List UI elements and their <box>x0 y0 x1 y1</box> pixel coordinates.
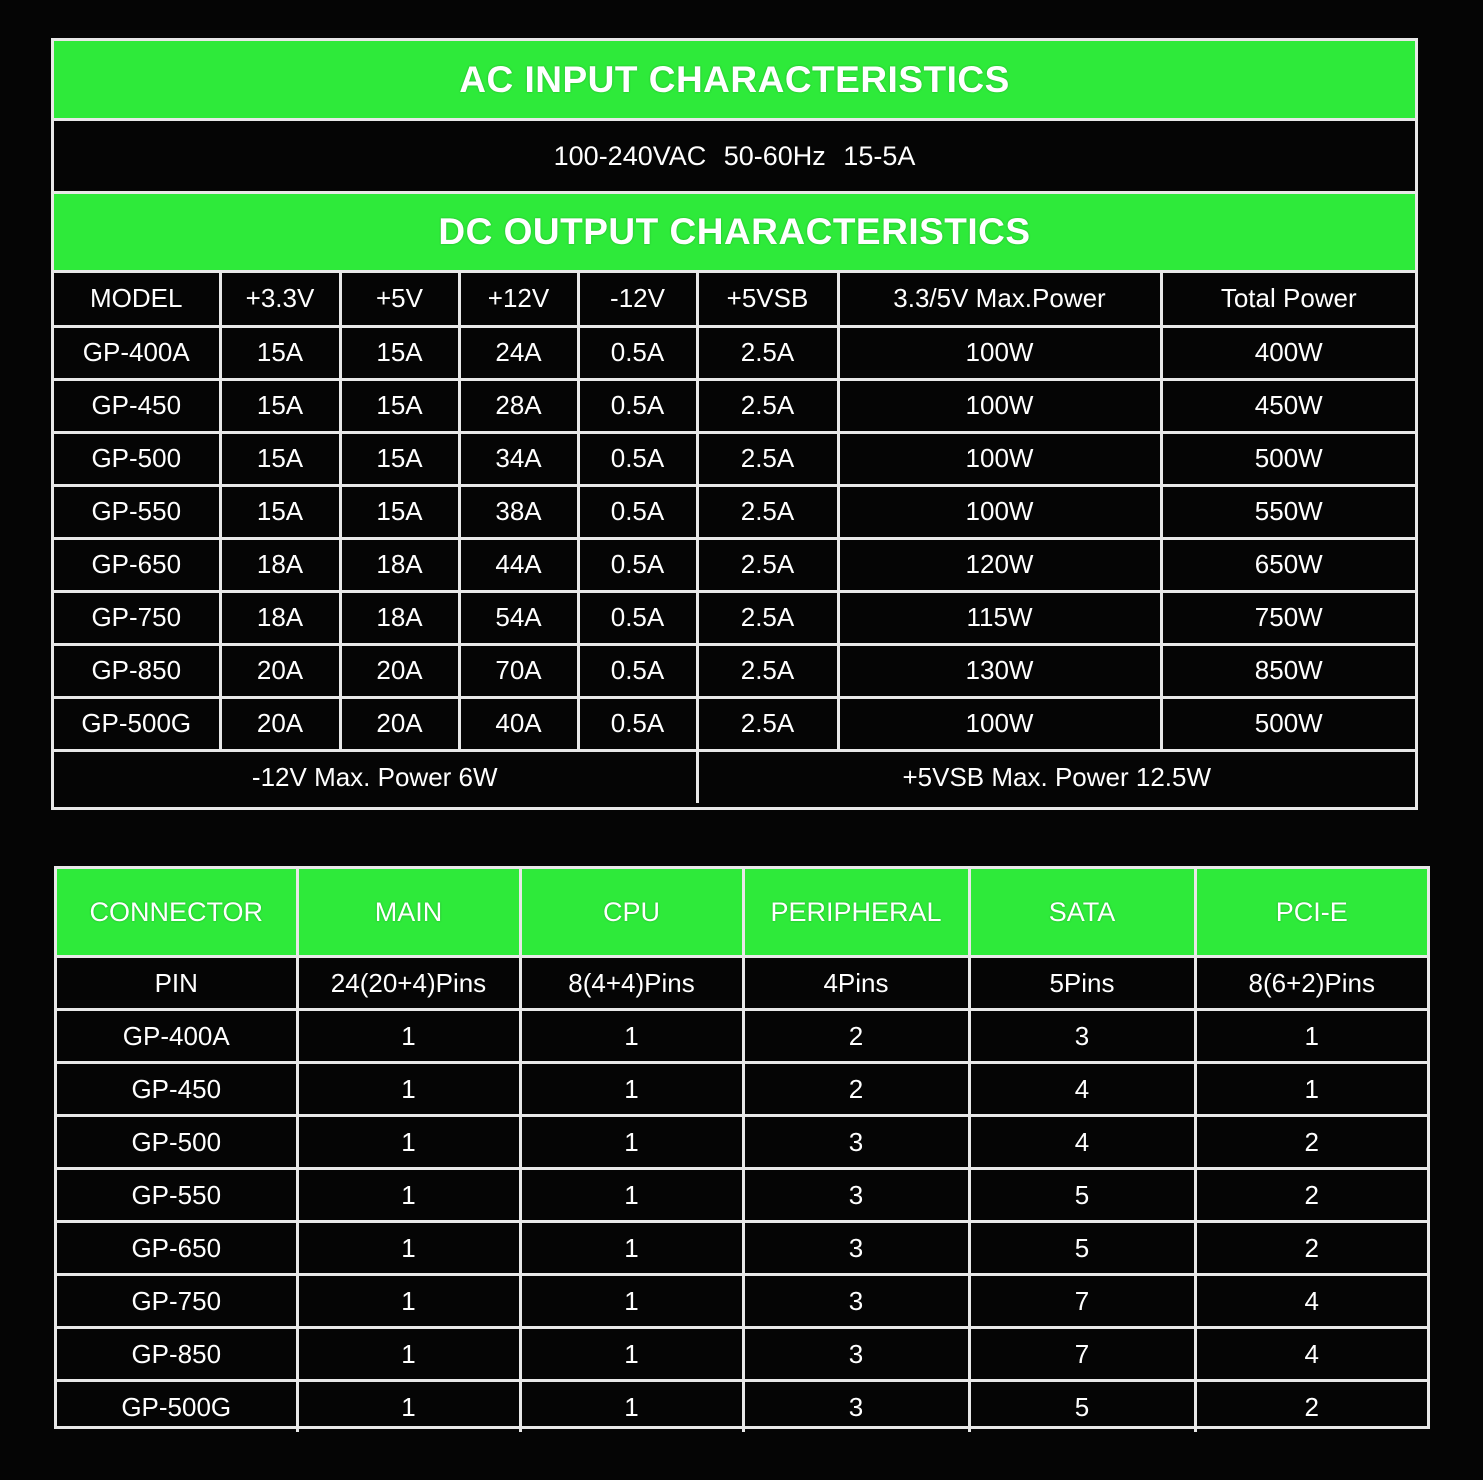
value-cell: 750W <box>1161 591 1415 644</box>
connector-header-cell: MAIN <box>297 869 520 957</box>
value-cell: 120W <box>838 538 1161 591</box>
value-cell: 0.5A <box>578 432 697 485</box>
connector-header-cell: SATA <box>969 869 1195 957</box>
table-row <box>57 1169 1427 1222</box>
value-cell: 550W <box>1161 485 1415 538</box>
value-cell: 15A <box>340 379 459 432</box>
connector-header-row <box>57 869 1427 957</box>
ac-input-title: AC INPUT CHARACTERISTICS <box>54 41 1415 121</box>
model-cell: GP-450 <box>54 379 220 432</box>
value-cell: 7 <box>969 1275 1195 1328</box>
value-cell: 4 <box>1195 1275 1427 1328</box>
value-cell: 0.5A <box>578 538 697 591</box>
value-cell: 40A <box>459 697 578 750</box>
value-cell: 0.5A <box>578 379 697 432</box>
value-cell: 450W <box>1161 379 1415 432</box>
value-cell: 20A <box>340 697 459 750</box>
value-cell: 1 <box>1195 1063 1427 1116</box>
value-cell: 1 <box>520 1169 743 1222</box>
value-cell: 0.5A <box>578 326 697 379</box>
value-cell: 2.5A <box>697 326 838 379</box>
value-cell: 1 <box>297 1381 520 1433</box>
ac-input-values: 100-240VAC 50-60Hz 15-5A <box>54 121 1415 194</box>
table-row <box>54 538 1415 591</box>
value-cell: 38A <box>459 485 578 538</box>
value-cell: 15A <box>340 432 459 485</box>
table-row <box>57 1381 1427 1433</box>
value-cell: 4 <box>969 1063 1195 1116</box>
value-cell: 100W <box>838 379 1161 432</box>
value-cell: 15A <box>220 432 340 485</box>
value-cell: 54A <box>459 591 578 644</box>
value-cell: 15A <box>220 485 340 538</box>
value-cell: 28A <box>459 379 578 432</box>
value-cell: 2.5A <box>697 432 838 485</box>
value-cell: 1 <box>520 1275 743 1328</box>
dc-header-cell: +5VSB <box>697 273 838 326</box>
model-cell: GP-500G <box>57 1381 297 1433</box>
dc-output-title: DC OUTPUT CHARACTERISTICS <box>54 194 1415 273</box>
value-cell: 2.5A <box>697 538 838 591</box>
value-cell: 2 <box>1195 1116 1427 1169</box>
model-cell: GP-650 <box>54 538 220 591</box>
connector-header-cell: CONNECTOR <box>57 869 297 957</box>
dc-header-cell: -12V <box>578 273 697 326</box>
value-cell: 1 <box>520 1116 743 1169</box>
model-cell: PIN <box>57 957 297 1010</box>
value-cell: 3 <box>743 1116 969 1169</box>
value-cell: 44A <box>459 538 578 591</box>
table-row <box>54 379 1415 432</box>
connector-table <box>57 869 1427 1432</box>
table-row <box>54 326 1415 379</box>
model-cell: GP-650 <box>57 1222 297 1275</box>
value-cell: 1 <box>520 1222 743 1275</box>
value-cell: 24A <box>459 326 578 379</box>
value-cell: 3 <box>743 1169 969 1222</box>
model-cell: GP-500 <box>57 1116 297 1169</box>
value-cell: 18A <box>340 538 459 591</box>
minus12v-max-power: -12V Max. Power 6W <box>54 750 697 803</box>
value-cell: 100W <box>838 697 1161 750</box>
table-row <box>57 1116 1427 1169</box>
value-cell: 1 <box>297 1328 520 1381</box>
value-cell: 400W <box>1161 326 1415 379</box>
table-row <box>57 1222 1427 1275</box>
dc-header-row <box>54 273 1415 326</box>
value-cell: 2 <box>743 1010 969 1063</box>
value-cell: 650W <box>1161 538 1415 591</box>
table-row <box>54 485 1415 538</box>
value-cell: 130W <box>838 644 1161 697</box>
model-cell: GP-850 <box>54 644 220 697</box>
model-cell: GP-450 <box>57 1063 297 1116</box>
value-cell: 4 <box>1195 1328 1427 1381</box>
value-cell: 100W <box>838 326 1161 379</box>
table-row <box>57 957 1427 1010</box>
value-cell: 1 <box>520 1010 743 1063</box>
table-row <box>54 644 1415 697</box>
connector-header-cell: PCI-E <box>1195 869 1427 957</box>
value-cell: 5 <box>969 1169 1195 1222</box>
value-cell: 1 <box>297 1275 520 1328</box>
value-cell: 2.5A <box>697 485 838 538</box>
value-cell: 3 <box>743 1381 969 1433</box>
dc-header-cell: +5V <box>340 273 459 326</box>
value-cell: 2.5A <box>697 644 838 697</box>
value-cell: 15A <box>340 326 459 379</box>
value-cell: 70A <box>459 644 578 697</box>
value-cell: 20A <box>220 697 340 750</box>
value-cell: 18A <box>220 538 340 591</box>
model-cell: GP-400A <box>54 326 220 379</box>
value-cell: 8(6+2)Pins <box>1195 957 1427 1010</box>
dc-output-table <box>54 273 1415 803</box>
value-cell: 0.5A <box>578 485 697 538</box>
value-cell: 2 <box>1195 1169 1427 1222</box>
value-cell: 1 <box>520 1328 743 1381</box>
value-cell: 7 <box>969 1328 1195 1381</box>
connectors-panel <box>54 866 1430 1429</box>
model-cell: GP-750 <box>54 591 220 644</box>
value-cell: 3 <box>743 1328 969 1381</box>
table-row <box>57 1275 1427 1328</box>
table-row <box>54 591 1415 644</box>
plus5vsb-max-power: +5VSB Max. Power 12.5W <box>697 750 1415 803</box>
value-cell: 2 <box>1195 1381 1427 1433</box>
model-cell: GP-550 <box>57 1169 297 1222</box>
connector-header-cell: CPU <box>520 869 743 957</box>
value-cell: 8(4+4)Pins <box>520 957 743 1010</box>
value-cell: 15A <box>340 485 459 538</box>
value-cell: 34A <box>459 432 578 485</box>
value-cell: 1 <box>297 1222 520 1275</box>
value-cell: 15A <box>220 379 340 432</box>
value-cell: 3 <box>969 1010 1195 1063</box>
value-cell: 1 <box>297 1116 520 1169</box>
dc-header-cell: +3.3V <box>220 273 340 326</box>
value-cell: 1 <box>297 1169 520 1222</box>
value-cell: 0.5A <box>578 644 697 697</box>
model-cell: GP-400A <box>57 1010 297 1063</box>
value-cell: 100W <box>838 485 1161 538</box>
table-row <box>54 432 1415 485</box>
value-cell: 5 <box>969 1381 1195 1433</box>
value-cell: 15A <box>220 326 340 379</box>
value-cell: 2 <box>743 1063 969 1116</box>
value-cell: 0.5A <box>578 591 697 644</box>
value-cell: 0.5A <box>578 697 697 750</box>
dc-header-cell: Total Power <box>1161 273 1415 326</box>
model-cell: GP-550 <box>54 485 220 538</box>
table-row <box>57 1010 1427 1063</box>
value-cell: 500W <box>1161 432 1415 485</box>
value-cell: 5 <box>969 1222 1195 1275</box>
value-cell: 1 <box>1195 1010 1427 1063</box>
specs-panel <box>51 38 1418 810</box>
value-cell: 5Pins <box>969 957 1195 1010</box>
dc-footer-row <box>54 750 1415 803</box>
connector-header-cell: PERIPHERAL <box>743 869 969 957</box>
model-cell: GP-500 <box>54 432 220 485</box>
table-row <box>57 1063 1427 1116</box>
value-cell: 1 <box>297 1010 520 1063</box>
model-cell: GP-750 <box>57 1275 297 1328</box>
value-cell: 18A <box>220 591 340 644</box>
model-cell: GP-500G <box>54 697 220 750</box>
value-cell: 18A <box>340 591 459 644</box>
dc-header-cell: 3.3/5V Max.Power <box>838 273 1161 326</box>
value-cell: 3 <box>743 1275 969 1328</box>
value-cell: 100W <box>838 432 1161 485</box>
table-row <box>57 1328 1427 1381</box>
value-cell: 3 <box>743 1222 969 1275</box>
value-cell: 2 <box>1195 1222 1427 1275</box>
value-cell: 4 <box>969 1116 1195 1169</box>
value-cell: 20A <box>220 644 340 697</box>
value-cell: 20A <box>340 644 459 697</box>
table-row <box>54 697 1415 750</box>
value-cell: 1 <box>520 1063 743 1116</box>
dc-header-cell: +12V <box>459 273 578 326</box>
value-cell: 115W <box>838 591 1161 644</box>
value-cell: 2.5A <box>697 591 838 644</box>
model-cell: GP-850 <box>57 1328 297 1381</box>
value-cell: 850W <box>1161 644 1415 697</box>
value-cell: 2.5A <box>697 379 838 432</box>
value-cell: 500W <box>1161 697 1415 750</box>
dc-header-cell: MODEL <box>54 273 220 326</box>
value-cell: 24(20+4)Pins <box>297 957 520 1010</box>
value-cell: 4Pins <box>743 957 969 1010</box>
value-cell: 1 <box>297 1063 520 1116</box>
value-cell: 1 <box>520 1381 743 1433</box>
value-cell: 2.5A <box>697 697 838 750</box>
